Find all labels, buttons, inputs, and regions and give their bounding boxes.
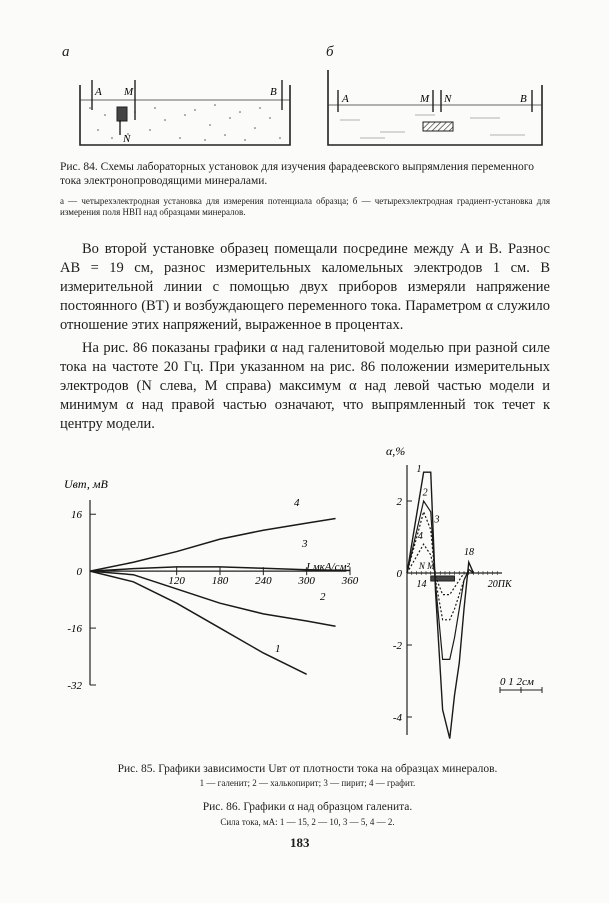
paragraph-1: Во второй установке образец помещали посредине между A и B. Разнос AB = 19 см, разнос измерительных каломельных электродов 1 см. В измерительной линии с помощью двух приборов измеряли напряжение постоянного (ВТ) и возбуждающего переменного тока. Параметром α служило отношение этих напряжений, выраженное в процентах. (60, 241, 550, 333)
fig85-axes (67, 500, 358, 692)
fig86-y-tick-label: -4 (392, 712, 402, 724)
figure-84-subcaption: а — четырехэлектродная установка для измерения потенциала образца; б — четырехэлектродная градиент-установка для измерения поля НВП над образцами минералов. (60, 196, 550, 217)
page-number: 183 (290, 835, 310, 850)
fig85-y-tick-label: 0 (76, 566, 82, 579)
fig85-y-tick-label: 16 (71, 509, 82, 522)
fig86-curves (407, 464, 474, 738)
electrode-m-label: M (124, 86, 134, 98)
figure-85-legend: 1 — галенит; 2 — халькопирит; 3 — пирит; 4 — графит. (199, 778, 416, 788)
fig85-x-tick-label: 300 (298, 575, 315, 588)
figure-86-chart (372, 435, 572, 765)
figure-86-caption: Рис. 86. Графики α над образцом галенита. (202, 801, 413, 813)
fig85-x-tick-label: 360 (341, 575, 359, 588)
electrode-a-label: A (95, 86, 102, 98)
fig86-axes (393, 465, 513, 735)
body-text (60, 240, 550, 434)
fig85-y-tick-label: -32 (67, 680, 82, 692)
figure-84 (60, 40, 560, 160)
electrode-n-label: N (123, 133, 131, 145)
fig86-y-tick-label: 0 (396, 568, 402, 580)
figure-84-diagram (60, 50, 560, 160)
electrode-b-a-label: A (342, 93, 349, 105)
figure-84-caption: Рис. 84. Схемы лабораторных установок для изучения фарадеевского выпрямления переменного тока электронопроводящими минералами. (60, 161, 534, 187)
figure-86-legend: Сила тока, мА: 1 — 15, 2 — 10, 3 — 5, 4 — 2. (220, 817, 395, 827)
fig86-y-label: α,% (386, 444, 406, 458)
paragraph-2: На рис. 86 показаны графики α над галенитовой моделью при разной силе тока на частоте 20 Гц. При указанном на рис. 86 положении измерительных электродов (N слева, M справа) максимум α над левой частью модели и минимум α над правой частью означают, что выпрямленный ток течет к центру модели. (60, 340, 550, 432)
fig86-curve-label: 4 (417, 530, 423, 542)
fig86-curve-label: 1 (416, 464, 422, 476)
fig85-curve-label: 2 (320, 591, 326, 603)
fig85-x-tick-label: 180 (211, 575, 229, 588)
fig85-curve-label: 4 (294, 497, 300, 509)
fig86-curve-1 (407, 472, 474, 738)
electrode-b-m-label: M (420, 93, 430, 105)
fig85-curve-1 (90, 571, 307, 674)
fig86-curve-label: 2 (422, 487, 428, 499)
fig86-x-mark: 14 (416, 579, 427, 590)
tank-a (80, 80, 290, 145)
tank-b (328, 70, 542, 145)
figure-85-caption: Рис. 85. Графики зависимости Uвт от плотности тока на образцах минералов. (117, 763, 498, 775)
electrode-b-b-label: B (520, 93, 527, 105)
fig85-curve-label: 1 (275, 643, 281, 655)
figure-84b-label: б (326, 44, 334, 60)
fig86-x-mark: 18 (464, 547, 474, 558)
fig85-x-label: J,мкА/см² (305, 561, 350, 573)
fig86-y-tick-label: -2 (392, 640, 402, 652)
fig85-y-label: Uвт, мВ (64, 477, 108, 491)
fig86-x-mark: 20ПК (487, 579, 512, 590)
electrode-b-label: B (270, 86, 277, 98)
fig86-electrode-label: N M (418, 561, 435, 571)
fig86-scale-label: 0 1 2см (500, 676, 534, 688)
fig85-curve-label: 3 (302, 538, 308, 550)
electrode-b-n-label: N (444, 93, 452, 105)
fig85-curve-4 (90, 519, 336, 572)
fig86-curve-label: 3 (434, 514, 440, 526)
fig86-y-tick-label: 2 (396, 496, 402, 508)
figure-84a-label: а (62, 44, 70, 60)
fig85-y-tick-label: -16 (67, 623, 82, 636)
figure-85-chart (50, 470, 370, 710)
fig85-x-tick-label: 240 (255, 575, 272, 588)
fig85-x-tick-label: 120 (168, 575, 185, 588)
